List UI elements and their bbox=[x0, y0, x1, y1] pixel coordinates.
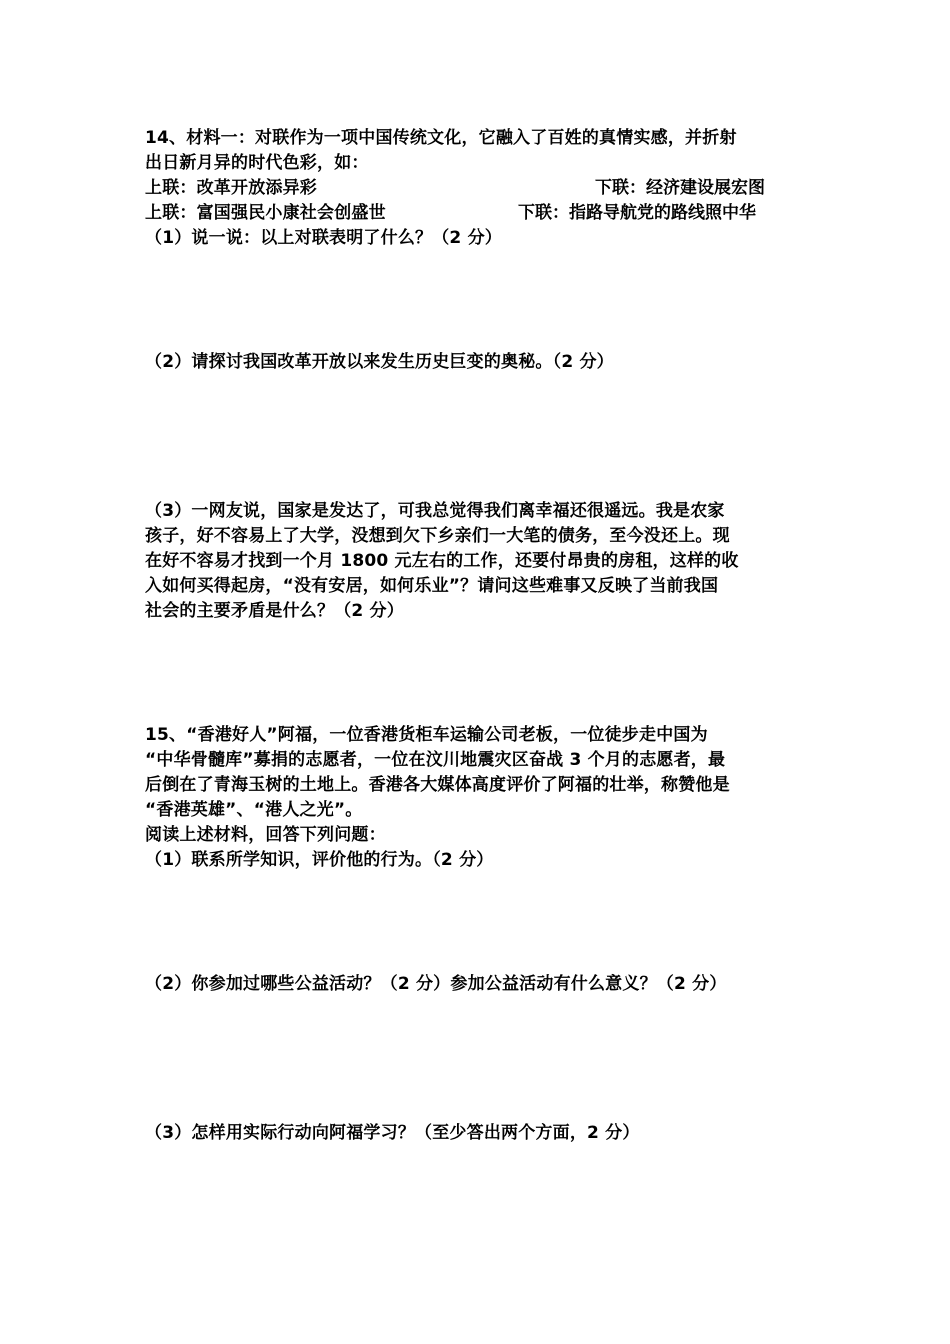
q15-sub2: （2）你参加过哪些公益活动？（2 分）参加公益活动有什么意义？（2 分） bbox=[145, 974, 727, 994]
q14-couplet2-upper: 上联：富国强民小康社会创盛世 bbox=[145, 203, 386, 223]
q14-sub3-line2: 孩子，好不容易上了大学，没想到欠下乡亲们一大笔的债务，至今没还上。现 bbox=[145, 526, 730, 546]
q14-sub3-line5: 社会的主要矛盾是什么？（2 分） bbox=[145, 601, 404, 621]
q14-intro-line1: 14、材料一：对联作为一项中国传统文化，它融入了百姓的真情实感，并折射 bbox=[145, 128, 737, 148]
q14-couplet2-lower: 下联：指路导航党的路线照中华 bbox=[518, 203, 756, 223]
q15-sub3: （3）怎样用实际行动向阿福学习？（至少答出两个方面，2 分） bbox=[145, 1123, 640, 1143]
q14-sub2: （2）请探讨我国改革开放以来发生历史巨变的奥秘。（2 分） bbox=[145, 352, 614, 372]
q14-sub1: （1）说一说：以上对联表明了什么？（2 分） bbox=[145, 228, 502, 248]
q15-instruction: 阅读上述材料，回答下列问题： bbox=[145, 825, 386, 845]
q15-intro-line1: 15、“香港好人”阿福，一位香港货柜车运输公司老板，一位徒步走中国为 bbox=[145, 725, 708, 745]
q14-couplet1-lower: 下联：经济建设展宏图 bbox=[595, 178, 765, 198]
q15-intro-line4: “香港英雄”、“港人之光”。 bbox=[145, 800, 363, 820]
q15-sub1: （1）联系所学知识，评价他的行为。（2 分） bbox=[145, 850, 494, 870]
q14-sub3-line4: 入如何买得起房，“没有安居，如何乐业”？请问这些难事又反映了当前我国 bbox=[145, 576, 719, 596]
q14-sub3-line1: （3）一网友说，国家是发达了，可我总觉得我们离幸福还很遥远。我是农家 bbox=[145, 501, 725, 521]
q14-intro-line2: 出日新月异的时代色彩，如： bbox=[145, 153, 369, 173]
q14-couplet1-upper: 上联：改革开放添异彩 bbox=[145, 178, 317, 198]
q15-intro-line2: “中华骨髓库”募捐的志愿者，一位在汶川地震灾区奋战 3 个月的志愿者，最 bbox=[145, 750, 726, 770]
q15-intro-line3: 后倒在了青海玉树的土地上。香港各大媒体高度评价了阿福的壮举，称赞他是 bbox=[145, 775, 730, 795]
q14-sub3-line3: 在好不容易才找到一个月 1800 元左右的工作，还要付昂贵的房租，这样的收 bbox=[145, 551, 739, 571]
